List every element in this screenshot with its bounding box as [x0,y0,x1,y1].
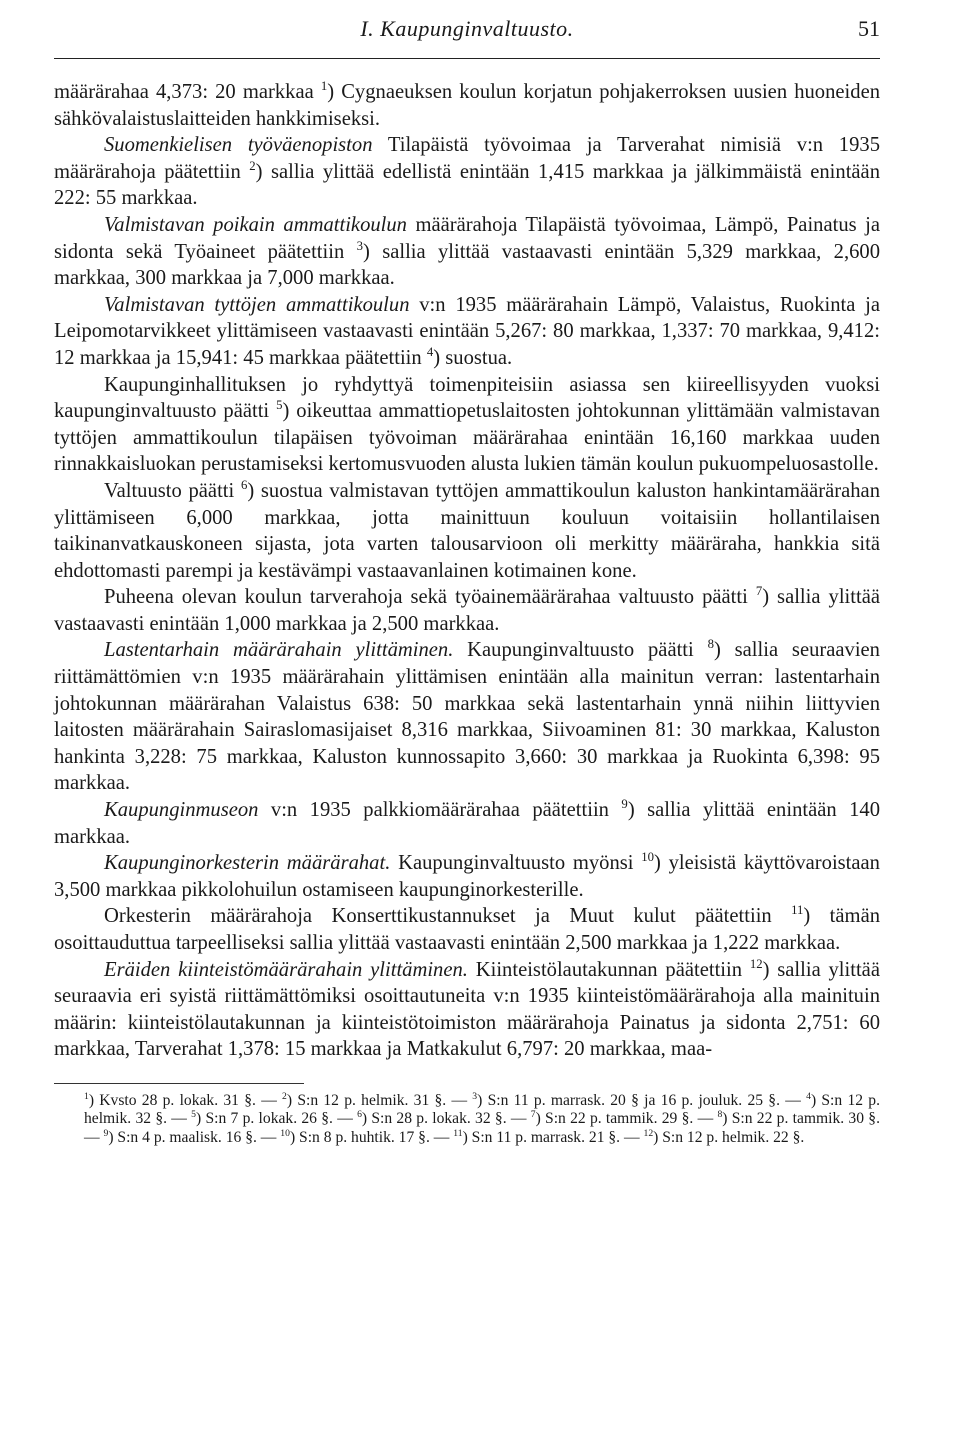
text-run: ) Kvsto 28 p. lokak. 31 §. — [88,1091,283,1109]
paragraph [54,372,880,478]
text-run: v:n 1935 palkkiomäärärahaa päätettiin [258,799,622,822]
text-run: Valtuusto päätti [104,479,241,502]
footnote-ref: 12 [749,956,763,971]
italic-heading: Eräiden kiinteistömäärärahain ylittäminen. [104,958,468,981]
text-run: ) suostua. [433,346,513,369]
running-title: I. Kaupunginvaltuusto. [360,16,574,41]
footnote-ref: 2 [282,1090,287,1102]
footnote-ref: 6 [357,1109,362,1121]
footnote-ref: 10 [280,1127,290,1139]
text-run: ) sallia ylittää seuraavia eri syistä riittämättömiksi osoittautuneita v:n 1935 kiinteistömäärärahoja alla mainituin määrin: kiinteistölautakunnan ja kiinteistötoimiston määrärahoja Painatus ja sidonta 2,751: 60 markkaa, Tarverahat 1,378: 15 markkaa ja Matkakulut 6,797: 20 markkaa, maa- [54,958,880,1061]
italic-heading: Suomenkielisen työväenopiston [104,134,373,157]
text-run: ) yleisistä käyttövaroistaan 3,500 markkaa pikkolohuilun ostamiseen kaupunginorkesterille. [54,852,880,901]
text-run: Kiinteistölautakunnan päätettiin [467,958,750,981]
footnote-ref: 4 [426,345,434,360]
footnote-ref: 3 [356,238,363,253]
footnote-ref: 5 [276,398,283,413]
paragraph [54,903,880,956]
text-run: Tilapäistä työvoimaa ja Tarverahat nimisiä v:n 1935 määrärahoja päätettiin [54,134,880,183]
text-run: ) S:n 4 p. maalisk. 16 §. — [108,1128,281,1146]
text-run: ) S:n 12 p. helmik. 31 §. — [286,1091,473,1109]
paragraph [54,132,880,212]
footnote-ref: 10 [641,850,655,865]
text-run: Puheena olevan koulun tarverahoja sekä työainemäärärahaa valtuusto päätti [104,586,756,609]
text-run: Kaupunginvaltuusto myönsi [390,852,642,875]
text-run: ) S:n 11 p. marrask. 20 § ja 16 p. jouluk. 25 §. — [477,1091,807,1109]
text-run: ) Cygnaeuksen koulun korjatun pohjakerroksen uusien huoneiden sähkövalaistuslaitteiden hankkimiseksi. [54,81,881,130]
text-run: ) tämän osoittauduttua tarpeelliseksi sallia ylittää vastaavasti enintään 2,500 markkaa ja 1,222 markkaa. [54,905,881,954]
italic-heading: Valmistavan tyttöjen ammattikoulun [104,293,410,316]
paragraph [54,850,880,903]
text-run: ) S:n 28 p. lokak. 32 §. — [361,1110,531,1128]
text-run: ) sallia ylittää vastaavasti enintään 5,329 markkaa, 2,600 markkaa, 300 markkaa ja 7,000 markkaa. [54,240,880,290]
italic-heading: Kaupunginmuseon [104,799,259,822]
footnote-ref: 2 [249,158,256,173]
text-run: ) sallia ylittää vastaavasti enintään 1,000 markkaa ja 2,500 markkaa. [54,586,880,635]
text-run: ) S:n 22 p. tammik. 29 §. — [535,1110,718,1128]
footnote-ref: 4 [806,1090,811,1102]
text-run: ) S:n 12 p. helmik. 22 §. [653,1128,805,1146]
paragraph [54,79,880,132]
text-run: ) suostua valmistavan tyttöjen ammattikoulun kaluston hankintamäärärahan ylittämiseen 6,000 markkaa, jotta mainittuun kouluun voitaisiin hollantilaisen taikinanvatkauskoneen sijasta, jota varten talousarvioon oli merkitty määräraha, hankkia sitä ehdottomasti parempi ja kestävämpi vastaavanlainen kotimainen kone. [54,479,880,582]
text-run: ) oikeuttaa ammattiopetuslaitosten johtokunnan ylittämään valmistavan tyttöjen ammattikoulun tilapäisen työvoiman määrärahaa enintään 16,160 markkaa uuden rinnakkaisluokan perustamiseksi kertomusvuoden alusta lukien tämän koulun pukuompeluosastolle. [54,400,880,476]
italic-heading: Kaupunginorkesterin määrärahat. [104,852,391,875]
text-run: ) S:n 8 p. huhtik. 17 §. — [289,1128,454,1146]
text-run: Kaupunginhallituksen jo ryhdyttyä toimenpiteisiin asiassa sen kiireellisyyden vuoksi kaupunginvaltuusto päätti [54,373,880,423]
footnote-ref: 11 [453,1127,463,1139]
page-number: 51 [858,16,880,41]
footnote-ref: 3 [472,1090,478,1102]
text-run: ) sallia ylittää edellistä enintään 1,415 markkaa ja jälkimmäistä enintään 222: 55 markkaa. [54,160,880,210]
footnote-ref: 7 [530,1109,536,1121]
paragraph [54,292,880,372]
footnote-text [84,1092,880,1148]
footnote-ref: 7 [755,584,763,599]
paragraph [54,584,880,637]
text-run: ) S:n 12 p. helmik. 32 §. — [84,1091,880,1128]
text-run: v:n 1935 määrärahain Lämpö, Valaistus, Ruokinta ja Leipomotarvikkeet ylittämiseen vastaavasti enintään 5,267: 80 markkaa, 1,337: 70 markkaa, 9,412: 12 markkaa ja 15,941: 45 markkaa päätettiin [54,293,880,369]
footnote-rule [54,1083,304,1084]
text-run: määrärahoja Tilapäistä työvoimaa, Lämpö, Painatus ja sidonta sekä Työaineet päätettiin [54,213,880,263]
text-run: ) sallia seuraavien riittämättömien v:n 1935 määrärahain ylittämisen enintään alla mainitun verran: lastentarhain johtokunnan määrärahan Valaistus 638: 50 markkaa sekä lastentarhain ynnä niihin liittyvien laitosten määrärahain Sairaslomasijaiset 8,316 markkaa, Siivoaminen 81: 30 markkaa, Kaluston hankinta 3,228: 75 markkaa, Kaluston kunnossapito 3,660: 30 markkaa ja Ruokinta 6,398: 95 markkaa. [54,639,880,795]
footnotes [54,1092,880,1148]
text-run: ) S:n 11 p. marrask. 21 §. — [462,1128,644,1146]
paragraph [54,797,880,850]
text-run: Kaupunginvaltuusto päätti [453,639,708,662]
body-text [54,79,880,1063]
italic-heading: Valmistavan poikain ammattikoulun [104,213,407,236]
text-run: ) S:n 22 p. tammik. 30 §. — [84,1110,880,1146]
document-page [54,0,880,1147]
footnote-ref: 5 [191,1109,196,1121]
footnote-ref: 9 [103,1127,109,1139]
text-run: määrärahaa 4,373: 20 markkaa [54,81,321,103]
text-run: ) sallia ylittää enintään 140 markkaa. [54,799,880,848]
footnote-ref: 1 [84,1090,89,1102]
italic-heading: Lastentarhain määrärahain ylittäminen. [104,639,454,662]
running-head [54,0,880,59]
footnote-ref: 9 [621,797,628,812]
text-run: Orkesterin määrärahoja Konserttikustannukset ja Muut kulut päätettiin [104,905,792,928]
footnote-ref: 8 [707,637,714,652]
footnote-ref: 6 [240,478,248,492]
paragraph [54,212,880,292]
footnote-ref: 11 [791,903,804,918]
paragraph [54,637,880,797]
paragraph [54,478,880,584]
footnote-ref: 12 [643,1127,654,1139]
footnote-ref: 1 [320,79,328,94]
footnote-ref: 8 [717,1109,723,1121]
paragraph [54,957,880,1063]
text-run: ) S:n 7 p. lokak. 26 §. — [196,1110,358,1128]
